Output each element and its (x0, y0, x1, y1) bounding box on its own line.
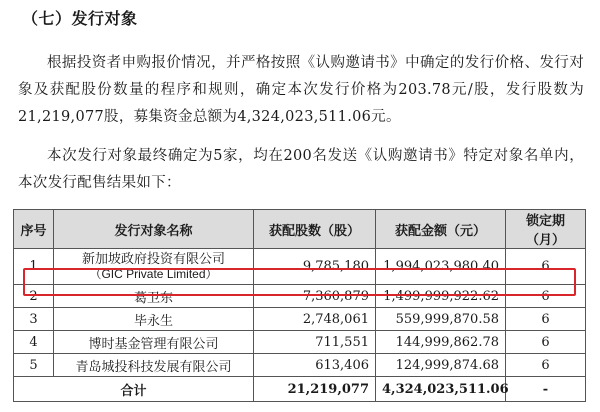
table-row (14, 331, 586, 354)
row-amount: 144,999,862.78 (376, 331, 506, 354)
total-label: 合计 (14, 377, 254, 402)
row-index: 2 (14, 285, 54, 308)
allocation-table (13, 209, 586, 402)
header-index: 序号 (14, 210, 54, 249)
row-shares: 2,748,061 (254, 308, 376, 331)
table-row (14, 308, 586, 331)
row-shares: 613,406 (254, 354, 376, 377)
header-lockup: 锁定期（月） (506, 210, 586, 249)
row-amount: 124,999,874.68 (376, 354, 506, 377)
row-name: 博时基金管理有限公司 (54, 331, 254, 354)
row-name: 葛卫东 (54, 285, 254, 308)
total-lockup: - (506, 377, 586, 402)
header-shares: 获配股数（股） (254, 210, 376, 249)
table-row (14, 285, 586, 308)
table-header-row (14, 210, 586, 249)
header-name: 发行对象名称 (54, 210, 254, 249)
row-amount: 1,499,999,922.62 (376, 285, 506, 308)
total-shares: 21,219,077 (254, 377, 376, 402)
row-shares: 7,360,879 (254, 285, 376, 308)
row-shares: 9,785,180 (254, 249, 376, 285)
row-index: 1 (14, 249, 54, 285)
allocation-intro-paragraph: 本次发行对象最终确定为5家，均在200名发送《认购邀请书》特定对象名单内，本次发行配售结果如下： (18, 148, 584, 191)
table-row (14, 354, 586, 377)
row-amount: 1,994,023,980.40 (376, 249, 506, 285)
row-name: 青岛城投科技发展有限公司 (54, 354, 254, 377)
header-amount: 获配金额（元） (376, 210, 506, 249)
row-lockup: 6 (506, 308, 586, 331)
issuance-summary-paragraph: 根据投资者申购报价情况，并严格按照《认购邀请书》中确定的发行价格、发行对象及获配股份数量的程序和规则，确定本次发行价格为203.78元/股，发行股数为21,219,077股，募集资金总额为4,324,023,511.06元。 (18, 55, 584, 125)
row-lockup: 6 (506, 331, 586, 354)
row-name-cn: 新加坡政府投资有限公司 (81, 251, 225, 267)
row-name: 毕永生 (54, 308, 254, 331)
row-index: 3 (14, 308, 54, 331)
section-heading: （七）发行对象 (22, 9, 138, 28)
row-lockup: 6 (506, 249, 586, 285)
row-shares: 711,551 (254, 331, 376, 354)
row-name-en: （GIC Private Limited） (89, 266, 218, 281)
table-row (14, 249, 586, 285)
row-index: 4 (14, 331, 54, 354)
row-lockup: 6 (506, 354, 586, 377)
table-total-row (14, 377, 586, 402)
row-name (54, 249, 254, 285)
row-index: 5 (14, 354, 54, 377)
row-lockup: 6 (506, 285, 586, 308)
total-amount: 4,324,023,511.06 (376, 377, 506, 402)
row-amount: 559,999,870.58 (376, 308, 506, 331)
